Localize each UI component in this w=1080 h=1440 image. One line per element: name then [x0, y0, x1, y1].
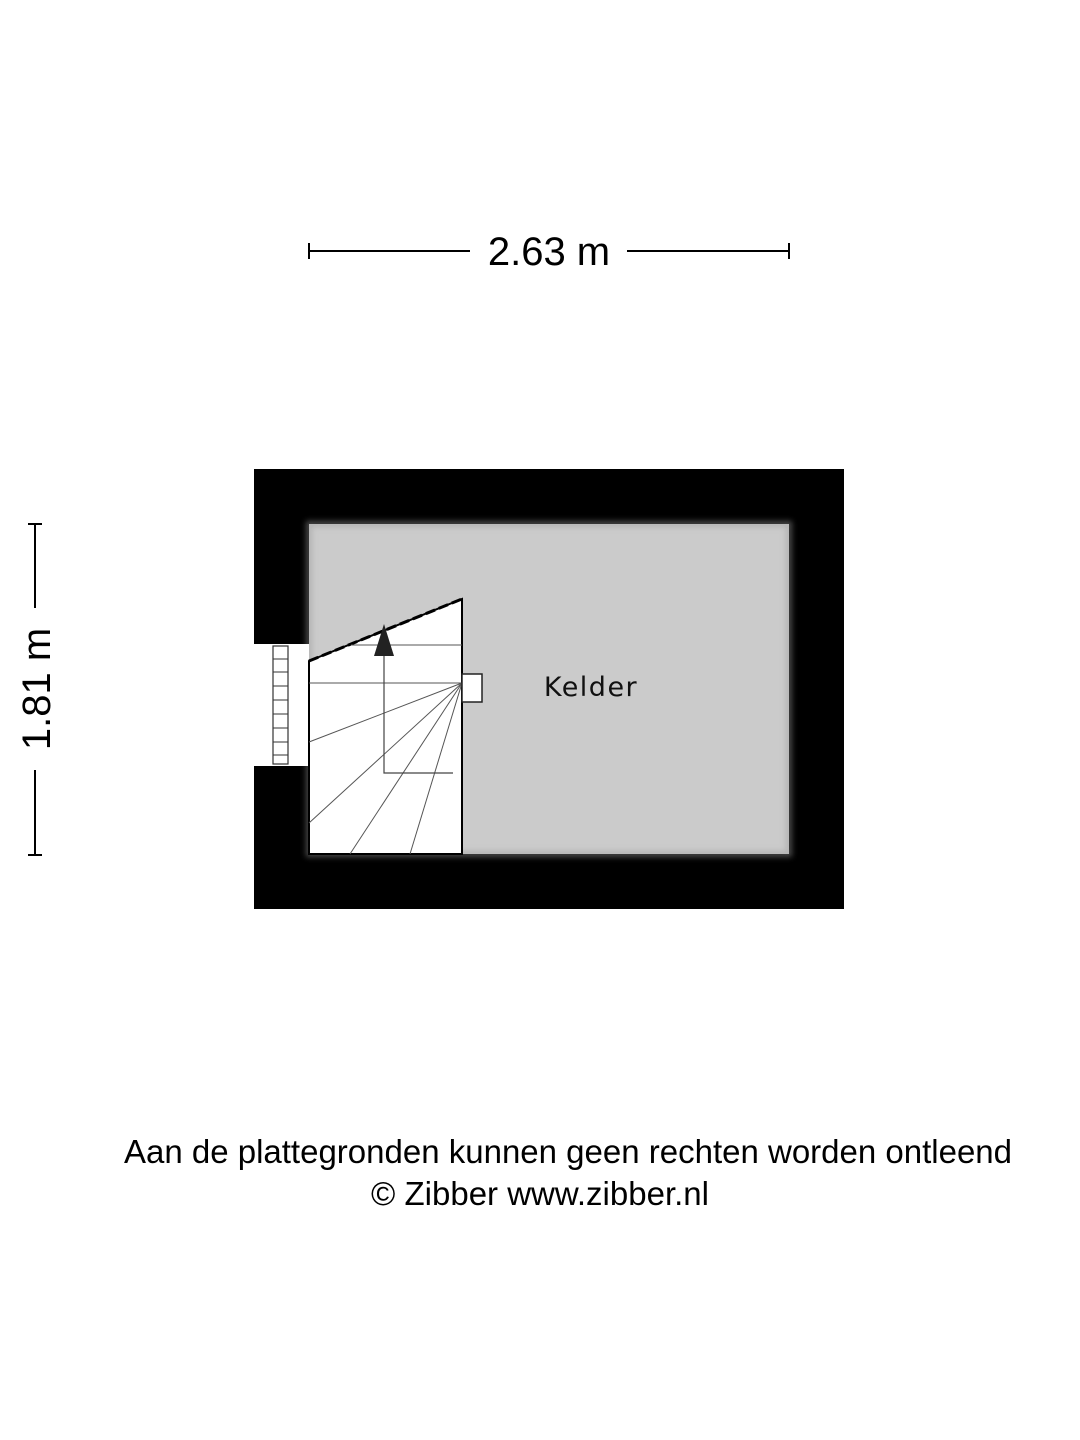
wall-post	[462, 674, 482, 702]
room-label: Kelder	[543, 672, 639, 703]
width-dimension	[309, 230, 789, 274]
copyright-text: © Zibber www.zibber.nl	[371, 1175, 709, 1212]
door-opening	[254, 644, 309, 766]
height-dimension	[15, 524, 59, 855]
height-label: 1.81 m	[15, 627, 59, 751]
width-label: 2.63 m	[487, 230, 611, 274]
disclaimer-text: Aan de plattegronden kunnen geen rechten worden ontleend	[123, 1133, 1013, 1170]
